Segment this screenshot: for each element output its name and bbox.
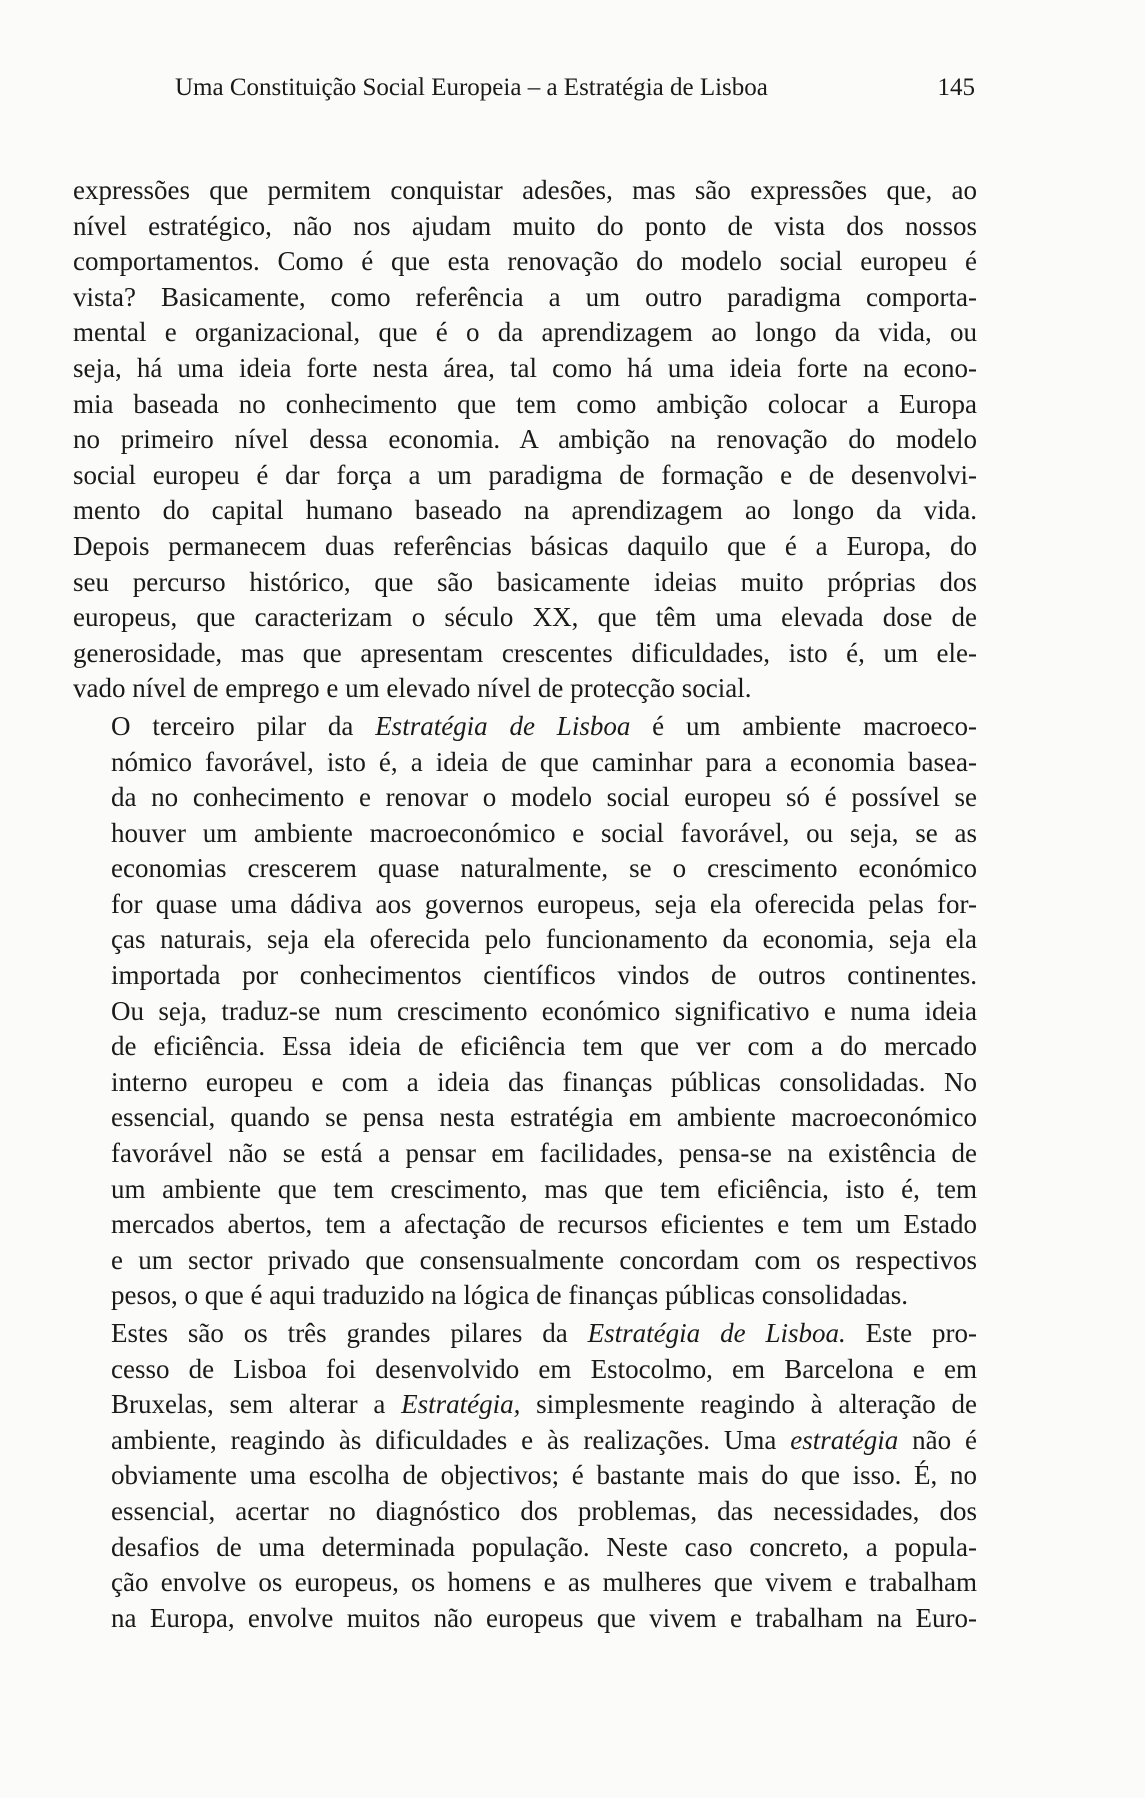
text-line xyxy=(73,709,977,745)
page-body xyxy=(73,173,977,1636)
text-line: mento do capital humano baseado na aprendizagem ao longo da vida. xyxy=(73,495,977,526)
text-line: mia baseada no conhecimento que tem como ambição colocar a Europa xyxy=(73,388,977,419)
page-number: 145 xyxy=(937,74,975,101)
text-line: economias crescerem quase naturalmente, se o crescimento económico xyxy=(111,853,977,884)
text-line: Depois permanecem duas referências básicas daquilo que é a Europa, do xyxy=(73,530,977,561)
text-line: da no conhecimento e renovar o modelo social europeu só é possível se xyxy=(111,782,977,813)
text-line: europeus, que caracterizam o século XX, que têm uma elevada dose de xyxy=(73,602,977,633)
book-title: Estratégia de Lisboa. xyxy=(587,1318,846,1348)
text-line: e um sector privado que consensualmente concordam com os respectivos xyxy=(111,1244,977,1275)
text-line: vado nível de emprego e um elevado nível de protecção social. xyxy=(73,673,752,704)
text-line: Ou seja, traduz-se num crescimento económico significativo e numa ideia xyxy=(111,995,977,1026)
paragraph-1 xyxy=(73,173,977,707)
text-line: nómico favorável, isto é, a ideia de que caminhar para a economia basea- xyxy=(111,746,977,777)
text-line: pesos, o que é aqui traduzido na lógica de finanças públicas consolidadas. xyxy=(111,1280,909,1311)
book-title: Estratégia de Lisboa xyxy=(375,710,631,741)
page-header xyxy=(175,68,975,108)
text-run: é um ambiente macroeco- xyxy=(630,710,977,741)
text-line: expressões que permitem conquistar adesões, mas são expressões que, ao xyxy=(73,175,977,205)
text-line: obviamente uma escolha de objectivos; é bastante mais do que isso. É, no xyxy=(111,1460,977,1491)
text-run: Este pro- xyxy=(845,1318,977,1348)
text-line: cesso de Lisboa foi desenvolvido em Estocolmo, em Barcelona e em xyxy=(111,1353,977,1384)
text-run: simplesmente reagindo à alteração de xyxy=(520,1389,977,1420)
text-line: mental e organizacional, que é o da aprendizagem ao longo da vida, ou xyxy=(73,317,977,348)
text-line: seu percurso histórico, que são basicamente ideias muito próprias dos xyxy=(73,566,977,597)
text-line: houver um ambiente macroeconómico e social favorável, ou seja, se as xyxy=(111,817,977,848)
emphasized-term: estratégia xyxy=(790,1424,899,1455)
text-line: for quase uma dádiva aos governos europeus, seja ela oferecida pelas for- xyxy=(111,888,977,919)
text-line: ção envolve os europeus, os homens e as mulheres que vivem e trabalham xyxy=(111,1567,977,1598)
text-line xyxy=(73,1316,977,1352)
paragraph-2 xyxy=(73,709,977,1314)
text-run: ambiente, reagindo às dificuldades e às realizações. Uma xyxy=(111,1424,791,1455)
text-line: interno europeu e com a ideia das finanças públicas consolidadas. No xyxy=(111,1066,977,1097)
text-run: O terceiro pilar da xyxy=(111,710,376,741)
text-line: seja, há uma ideia forte nesta área, tal como há uma ideia forte na econo- xyxy=(73,352,977,383)
running-title: Uma Constituição Social Europeia – a Estratégia de Lisboa xyxy=(175,74,768,101)
text-line: social europeu é dar força a um paradigma de formação e de desenvolvi- xyxy=(73,459,977,490)
text-run: Estes são os três grandes pilares da xyxy=(111,1318,588,1348)
text-line: importada por conhecimentos científicos vindos de outros continentes. xyxy=(111,960,977,991)
text-run: Bruxelas, sem alterar a xyxy=(111,1389,402,1420)
text-line xyxy=(73,1387,977,1423)
text-line: um ambiente que tem crescimento, mas que tem eficiência, isto é, tem xyxy=(111,1173,977,1204)
text-line: na Europa, envolve muitos não europeus que vivem e trabalham na Euro- xyxy=(111,1602,977,1633)
text-line: mercados abertos, tem a afectação de recursos eficientes e tem um Estado xyxy=(111,1209,977,1240)
text-run: não é xyxy=(898,1424,977,1455)
paragraph-3 xyxy=(73,1316,977,1636)
text-line: essencial, acertar no diagnóstico dos problemas, das necessidades, dos xyxy=(111,1495,977,1526)
text-line: nível estratégico, não nos ajudam muito do ponto de vista dos nossos xyxy=(73,210,977,241)
text-line: favorável não se está a pensar em facilidades, pensa-se na existência de xyxy=(111,1138,977,1169)
book-title: Estratégia, xyxy=(401,1389,521,1420)
text-line: comportamentos. Como é que esta renovação do modelo social europeu é xyxy=(73,246,977,277)
text-line: essencial, quando se pensa nesta estratégia em ambiente macroeconómico xyxy=(111,1102,977,1133)
text-line: ças naturais, seja ela oferecida pelo funcionamento da economia, seja ela xyxy=(111,924,977,955)
text-line xyxy=(73,1423,977,1459)
text-line: desafios de uma determinada população. Neste caso concreto, a popula- xyxy=(111,1531,977,1562)
text-line: de eficiência. Essa ideia de eficiência tem que ver com a do mercado xyxy=(111,1031,977,1062)
text-line: generosidade, mas que apresentam crescentes dificuldades, isto é, um ele- xyxy=(73,637,977,668)
text-line: no primeiro nível dessa economia. A ambição na renovação do modelo xyxy=(73,424,977,455)
text-line: vista? Basicamente, como referência a um outro paradigma comporta- xyxy=(73,281,977,312)
